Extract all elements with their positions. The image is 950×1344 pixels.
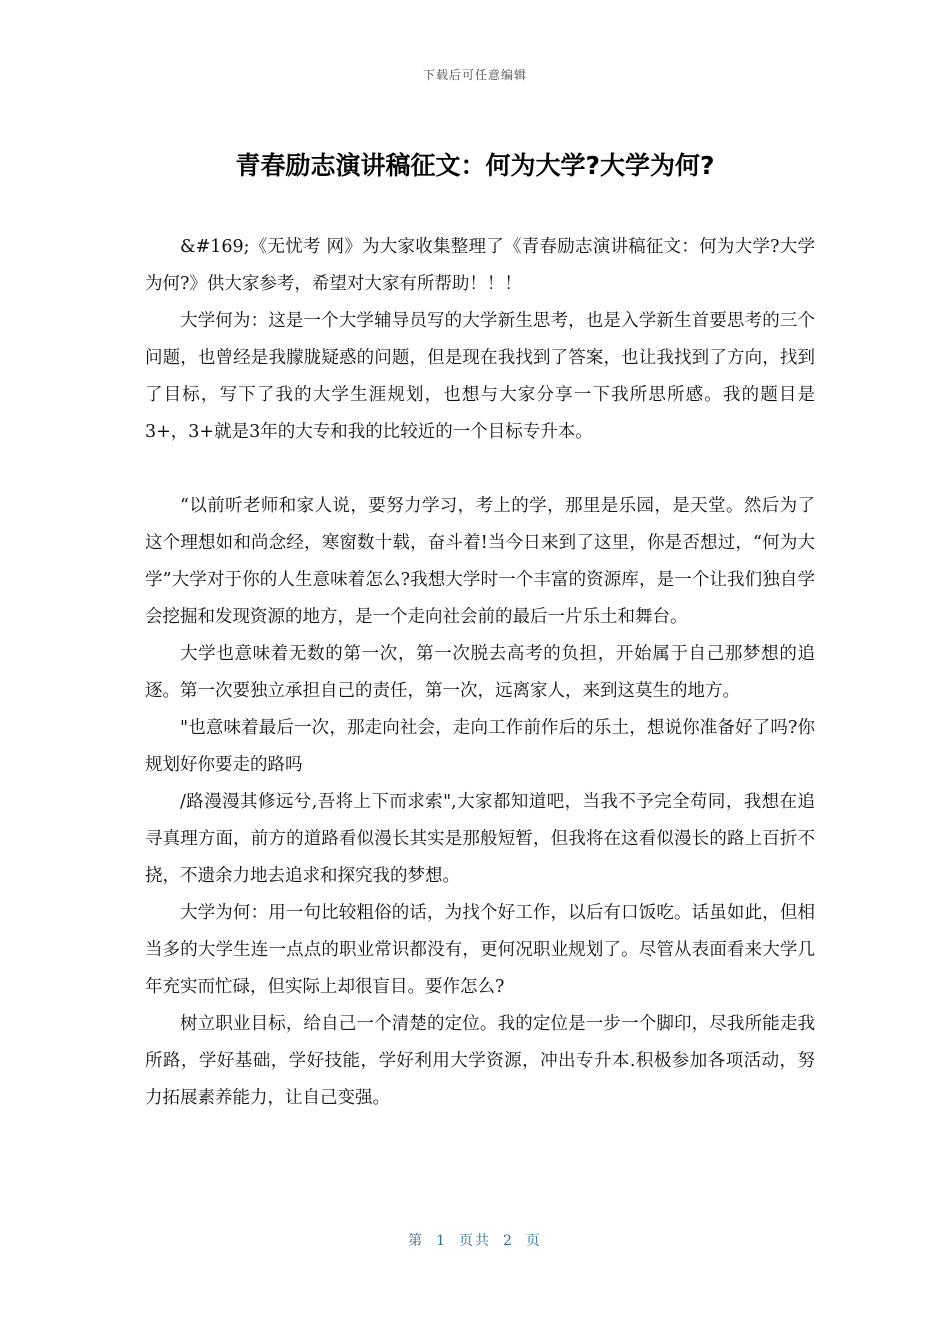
footer-total-pages: 2 — [503, 1233, 514, 1249]
footer-page-number: 1 — [436, 1233, 447, 1249]
page-footer — [0, 1230, 950, 1250]
paragraph: 树立职业目标，给自己一个清楚的定位。我的定位是一步一个脚印，尽我所能走我所路，学好基础，学好技能，学好利用大学资源，冲出专升本.积极参加各项活动，努力拓展素养能力，让自己变强。 — [145, 1014, 815, 1108]
paragraph-intro: &#169;《无忧考 网》为大家收集整理了《青春励志演讲稿征文：何为大学?大学为何?》供大家参考，希望对大家有所帮助！！！ — [145, 237, 815, 294]
document-body — [145, 229, 815, 1117]
footer-suffix: 页 — [525, 1233, 542, 1249]
paragraph: 大学何为：这是一个大学辅导员写的大学新生思考，也是入学新生首要思考的三个问题，也曾经是我朦胧疑惑的问题，但是现在我找到了答案，也让我找到了方向，找到了目标，写下了我的大学生涯规划，也想与大家分享一下我所思所感。我的题目是3+，3+就是3年的大专和我的比较近的一个目标专升本。 — [145, 311, 815, 442]
paragraph: 大学也意味着无数的第一次，第一次脱去高考的负担，开始属于自己那梦想的追逐。第一次要独立承担自己的责任，第一次，远离家人，来到这莫生的地方。 — [145, 644, 815, 701]
footer-middle: 页共 — [459, 1233, 491, 1249]
footer-prefix: 第 — [408, 1233, 425, 1249]
paragraph: "也意味着最后一次，那走向社会，走向工作前作后的乐土，想说你准备好了吗?你规划好你要走的路吗 — [145, 718, 815, 775]
paragraph: “以前听老师和家人说，要努力学习，考上的学，那里是乐园，是天堂。然后为了这个理想如和尚念经，寒窗数十载，奋斗着!当今日来到了这里，你是否想过，“何为大学”大学对于你的人生意味着怎么?我想大学时一个丰富的资源库，是一个让我们独自学会挖掘和发现资源的地方，是一个走向社会前的最后一片乐土和舞台。 — [145, 496, 815, 627]
paragraph: /路漫漫其修远兮,吾将上下而求索",大家都知道吧，当我不予完全苟同，我想在追寻真理方面，前方的道路看似漫长其实是那般短暂，但我将在这看似漫长的路上百折不挠，不遗余力地去追求和探究我的梦想。 — [145, 792, 815, 886]
paragraph: 大学为何：用一句比较粗俗的话，为找个好工作，以后有口饭吃。话虽如此，但相当多的大学生连一点点的职业常识都没有，更何况职业规划了。尽管从表面看来大学几年充实而忙碌，但实际上却很盲目。要作怎么? — [145, 903, 815, 997]
header-note: 下载后可任意编辑 — [422, 68, 527, 82]
document-title: 青春励志演讲稿征文：何为大学?大学为何? — [235, 151, 715, 180]
